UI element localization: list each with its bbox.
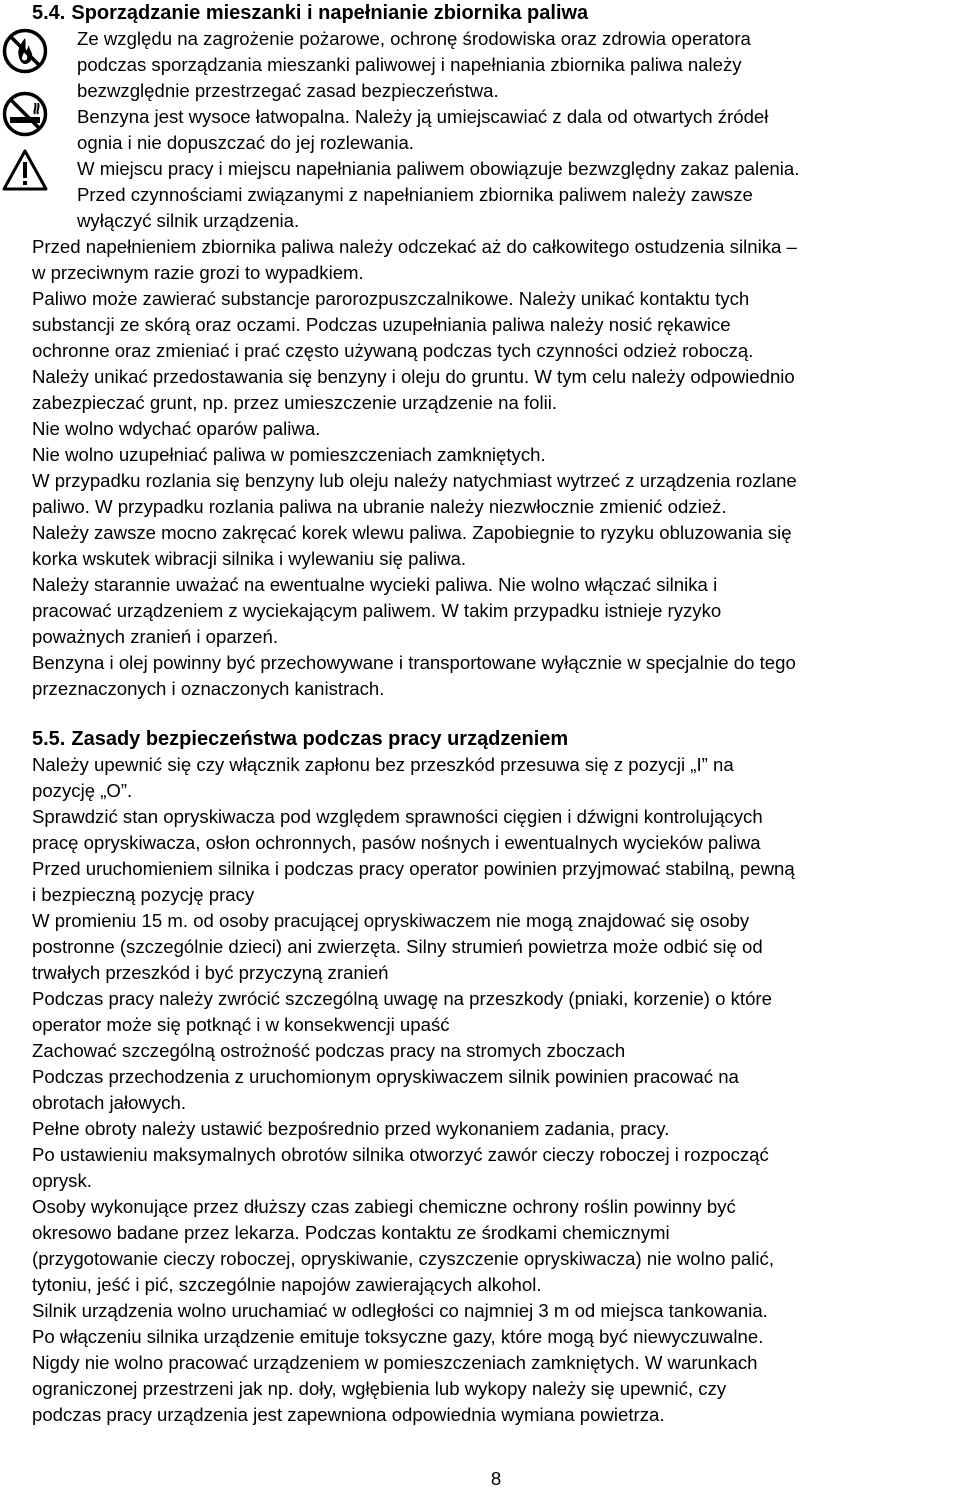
section-title: Sporządzanie mieszanki i napełnianie zbiornika paliwa bbox=[71, 2, 589, 24]
text-line: trwałych przeszkód i być przyczyną zranień bbox=[32, 962, 389, 983]
text-line: obrotach jałowych. bbox=[32, 1092, 186, 1113]
text-line: Przed uruchomieniem silnika i podczas pracy operator powinien przyjmować stabilną, pewną bbox=[32, 858, 795, 879]
text-line: Podczas pracy należy zwrócić szczególną uwagę na przeszkody (pniaki, korzenie) o które bbox=[32, 988, 772, 1009]
text-line: ograniczonej przestrzeni jak np. doły, wgłębienia lub wykopy należy się upewnić, czy bbox=[32, 1378, 727, 1399]
text-line: oprysk. bbox=[32, 1170, 92, 1191]
page-number: 8 bbox=[490, 1468, 502, 1489]
no-open-fire-icon bbox=[2, 28, 48, 74]
warning-triangle-icon bbox=[2, 147, 48, 193]
text-line: substancji ze skórą oraz oczami. Podczas uzupełniania paliwa należy nosić rękawice bbox=[32, 314, 731, 335]
section-5-4-body bbox=[32, 234, 937, 702]
warning-text-block bbox=[77, 26, 937, 234]
section-number: 5.4. bbox=[32, 2, 66, 24]
text-line: Sprawdzić stan opryskiwacza pod względem sprawności cięgien i dźwigni kontrolujących bbox=[32, 806, 763, 827]
text-line: Należy zawsze mocno zakręcać korek wlewu paliwa. Zapobiegnie to ryzyku obluzowania się bbox=[32, 522, 792, 543]
text-line: Ze względu na zagrożenie pożarowe, ochronę środowiska oraz zdrowia operatora bbox=[77, 28, 751, 49]
text-line: postronne (szczególnie dzieci) ani zwierzęta. Silny strumień powietrza może odbić się od bbox=[32, 936, 763, 957]
text-line: operator może się potknąć i w konsekwencji upaść bbox=[32, 1014, 450, 1035]
text-line: Podczas przechodzenia z uruchomionym opryskiwaczem silnik powinien pracować na bbox=[32, 1066, 739, 1087]
text-line: Przed napełnieniem zbiornika paliwa należy odczekać aż do całkowitego ostudzenia silnika – bbox=[32, 236, 797, 257]
no-smoking-icon bbox=[2, 91, 48, 137]
section-heading-5-4 bbox=[32, 0, 588, 26]
text-line: Pełne obroty należy ustawić bezpośrednio przed wykonaniem zadania, pracy. bbox=[32, 1118, 670, 1139]
section-5-5-body bbox=[32, 752, 937, 1428]
text-line: Osoby wykonujące przez dłuższy czas zabiegi chemiczne ochrony roślin powinny być bbox=[32, 1196, 736, 1217]
text-line: i bezpieczną pozycję pracy bbox=[32, 884, 255, 905]
text-line: ognia i nie dopuszczać do jej rozlewania. bbox=[77, 132, 414, 153]
text-line: paliwo. W przypadku rozlania paliwa na ubranie należy niezwłocznie zmienić odzież. bbox=[32, 496, 727, 517]
text-line: przeznaczonych i oznaczonych kanistrach. bbox=[32, 678, 385, 699]
text-line: pracę opryskiwacza, osłon ochronnych, pasów nośnych i ewentualnych wycieków paliwa bbox=[32, 832, 761, 853]
text-line: Należy upewnić się czy włącznik zapłonu bez przeszkód przesuwa się z pozycji „I” na bbox=[32, 754, 734, 775]
text-line: wyłączyć silnik urządzenia. bbox=[77, 210, 300, 231]
text-line: Po włączeniu silnika urządzenie emituje toksyczne gazy, które mogą być niewyczuwalne. bbox=[32, 1326, 764, 1347]
text-line: W miejscu pracy i miejscu napełniania paliwem obowiązuje bezwzględny zakaz palenia. bbox=[77, 158, 800, 179]
section-number: 5.5. bbox=[32, 728, 66, 750]
text-line: bezwzględnie przestrzegać zasad bezpieczeństwa. bbox=[77, 80, 499, 101]
text-line: Należy starannie uważać na ewentualne wycieki paliwa. Nie wolno włączać silnika i bbox=[32, 574, 718, 595]
text-line: (przygotowanie cieczy roboczej, opryskiwanie, czyszczenie opryskiwacza) nie wolno palić, bbox=[32, 1248, 774, 1269]
text-line: korka wskutek wibracji silnika i wylewaniu się paliwa. bbox=[32, 548, 467, 569]
text-line: Paliwo może zawierać substancje parorozpuszczalnikowe. Należy unikać kontaktu tych bbox=[32, 288, 750, 309]
text-line: Po ustawieniu maksymalnych obrotów silnika otworzyć zawór cieczy roboczej i rozpocząć bbox=[32, 1144, 769, 1165]
text-line: Należy unikać przedostawania się benzyny i oleju do gruntu. W tym celu należy odpowiednio bbox=[32, 366, 795, 387]
text-line: podczas sporządzania mieszanki paliwowej i napełniania zbiornika paliwa należy bbox=[77, 54, 742, 75]
text-line: W promieniu 15 m. od osoby pracującej opryskiwaczem nie mogą znajdować się osoby bbox=[32, 910, 750, 931]
text-line: Przed czynnościami związanymi z napełnianiem zbiornika paliwem należy zawsze bbox=[77, 184, 753, 205]
text-line: Zachować szczególną ostrożność podczas pracy na stromych zboczach bbox=[32, 1040, 626, 1061]
text-line: Nie wolno uzupełniać paliwa w pomieszczeniach zamkniętych. bbox=[32, 444, 546, 465]
text-line: ochronne oraz zmieniać i prać często używaną podczas tych czynności odzież roboczą. bbox=[32, 340, 754, 361]
text-line: Nie wolno wdychać oparów paliwa. bbox=[32, 418, 321, 439]
section-heading-5-5 bbox=[32, 726, 568, 752]
text-line: W przypadku rozlania się benzyny lub oleju należy natychmiast wytrzeć z urządzenia rozlane bbox=[32, 470, 797, 491]
text-line: zabezpieczać grunt, np. przez umieszczenie urządzenie na folii. bbox=[32, 392, 558, 413]
text-line: okresowo badane przez lekarza. Podczas kontaktu ze środkami chemicznymi bbox=[32, 1222, 670, 1243]
text-line: poważnych zranień i oparzeń. bbox=[32, 626, 278, 647]
text-line: Nigdy nie wolno pracować urządzeniem w pomieszczeniach zamkniętych. W warunkach bbox=[32, 1352, 758, 1373]
text-line: Benzyna jest wysoce łatwopalna. Należy ją umiejscawiać z dala od otwartych źródeł bbox=[77, 106, 769, 127]
section-title: Zasady bezpieczeństwa podczas pracy urządzeniem bbox=[71, 728, 569, 750]
text-line: pozycję „O”. bbox=[32, 780, 133, 801]
text-line: podczas pracy urządzenia jest zapewniona odpowiednia wymiana powietrza. bbox=[32, 1404, 665, 1425]
text-line: Benzyna i olej powinny być przechowywane i transportowane wyłącznie w specjalnie do tego bbox=[32, 652, 796, 673]
text-line: pracować urządzeniem z wyciekającym paliwem. W takim przypadku istnieje ryzyko bbox=[32, 600, 722, 621]
text-line: tytoniu, jeść i pić, szczególnie napojów zawierających alkohol. bbox=[32, 1274, 542, 1295]
text-line: w przeciwnym razie grozi to wypadkiem. bbox=[32, 262, 364, 283]
text-line: Silnik urządzenia wolno uruchamiać w odległości co najmniej 3 m od miejsca tankowania. bbox=[32, 1300, 768, 1321]
